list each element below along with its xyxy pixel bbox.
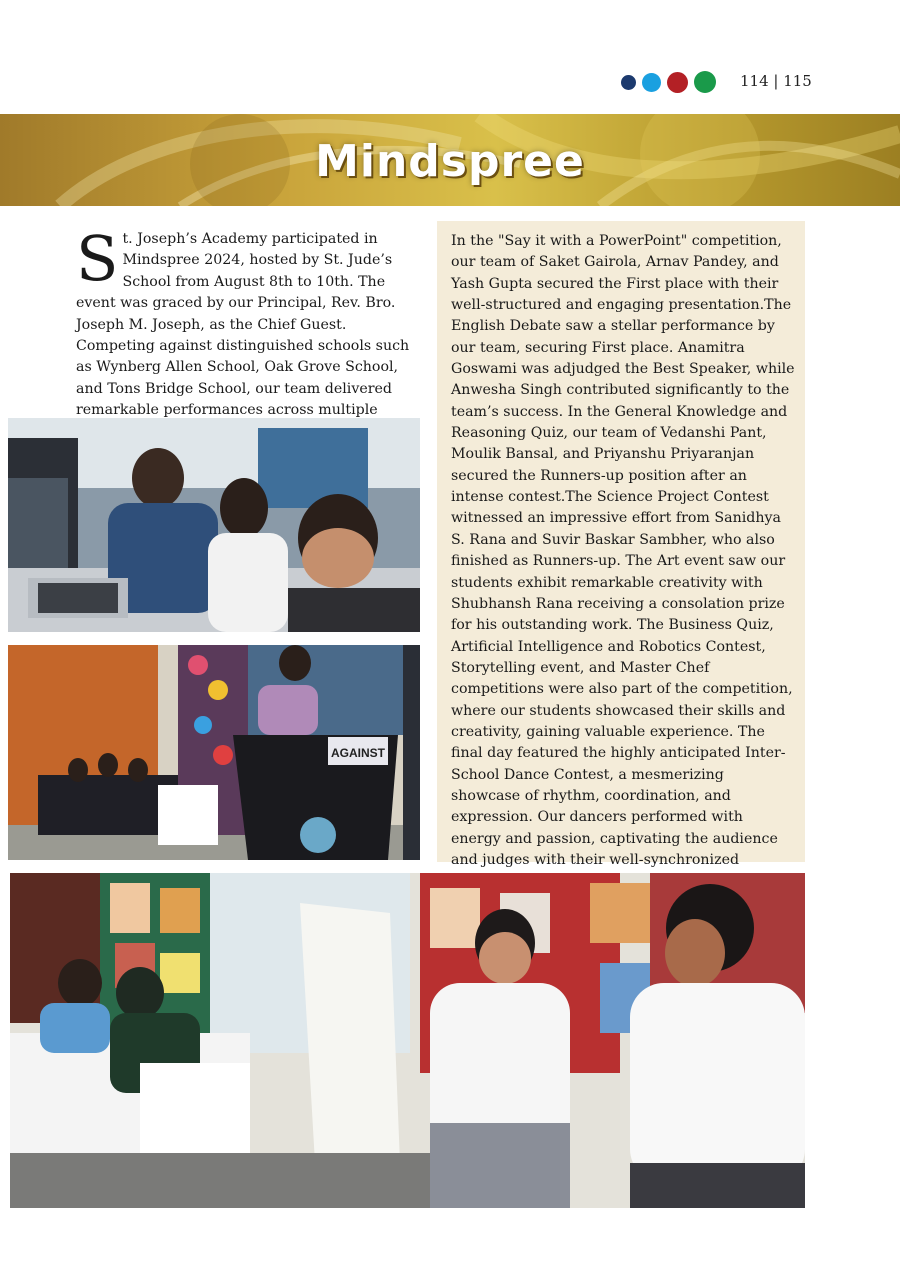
drop-cap: S [76, 222, 119, 295]
podium-sign-text: AGAINST [331, 746, 385, 760]
title-banner [0, 114, 900, 206]
photo-debate-podium [8, 645, 420, 860]
header-color-dots [621, 71, 716, 93]
results-sidebar [437, 221, 805, 868]
red-dot [667, 72, 688, 93]
sidebar-text: In the "Say it with a PowerPoint" competition, our team of Saket Gairola, Arnav Pandey, and Yash Gupta secured the First place with their well-structured and engaging presentation.The English Debate saw a stellar performance by our team, securing First place. Anamitra Goswami was adjudged the Best Speaker, while Anwesha Singh contributed significantly to the team’s success. In the General Knowledge and Reasoning Quiz, our team of Vedanshi Pant, Moulik Bansal, and Priyanshu Priyaranjan secured the Runners-up position after an intense contest.The Science Project Contest witnessed an impressive effort from Sanidhya S. Rana and Suvir Baskar Sambher, who also finished as Runners-up. The Art event saw our students exhibit remarkable creativity with Shubhansh Rana receiving a consolation prize for his outstanding work. The Business Quiz, Artificial Intelligence and Robotics Contest, Storytelling event, and Master Chef competitions were also part of the competition, where our students showcased their skills and creativity, gaining valuable experience. The final day featured the highly anticipated Inter-School Dance Contest, a mesmerizing showcase of rhythm, coordination, and expression. Our dancers performed with energy and passion, captivating the audience and judges with their well-synchronized [451, 233, 795, 868]
photo-art-event [10, 873, 805, 1208]
section-title: Mindspree [315, 136, 585, 187]
intro-text: t. Joseph’s Academy participated in Mindspree 2024, hosted by St. Jude’s School from August 8th to 10th. The event was graced by our Principal, Rev. Bro. Joseph M. Joseph, as the Chief Guest. Competing against distinguished schools such as Wynberg Allen School, Oak Grove School, and Tons Bridge School, our team delivered remarkable performances across multiple [76, 231, 410, 419]
intro-paragraph [76, 222, 422, 443]
photo-students-at-laptops [8, 418, 420, 632]
green-dot [694, 71, 716, 93]
page-numbers: 114 | 115 [740, 72, 812, 90]
navy-dot [621, 75, 636, 90]
sky-blue-dot [642, 73, 661, 92]
